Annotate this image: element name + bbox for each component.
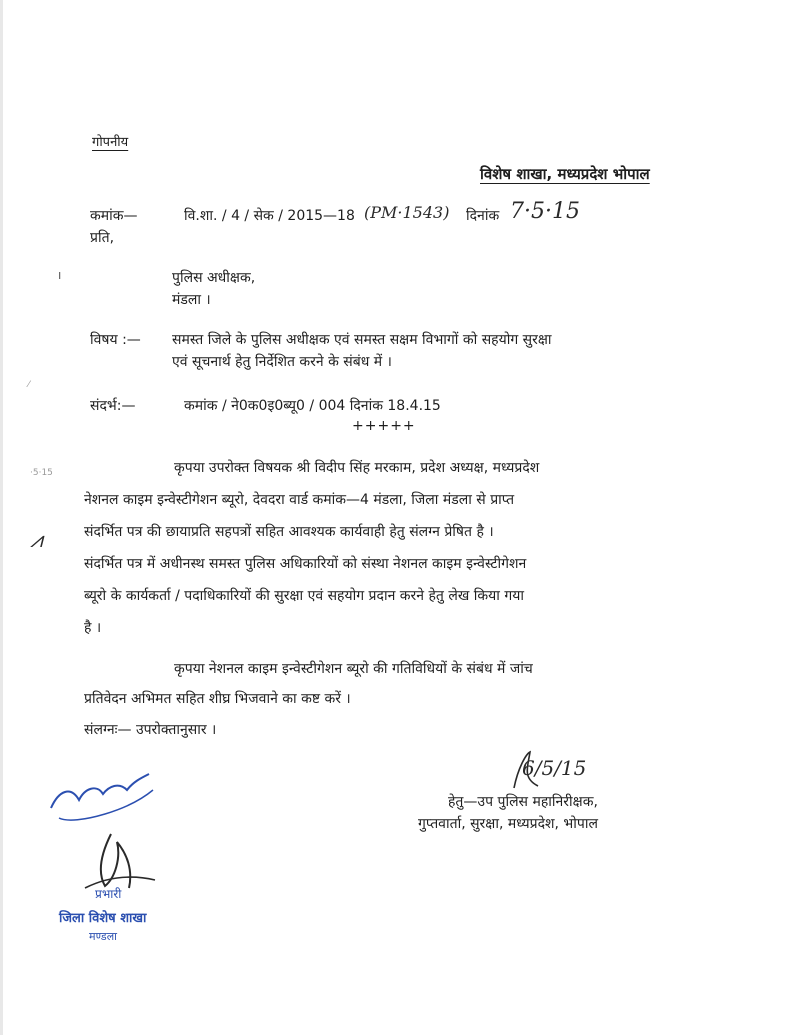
handwritten-number: (PM·1543) <box>364 203 450 222</box>
body-line: ब्यूरो के कार्यकर्ता / पदाधिकारियों की सुरक्षा एवं सहयोग प्रदान करने हेतु लेख किया गया <box>84 588 524 604</box>
body-paragraph-2 <box>84 654 533 714</box>
date-label: दिनांक <box>466 208 500 224</box>
sandarbh-label: संदर्भ:— <box>90 398 136 414</box>
stamp-text-3: मण्डला <box>89 930 117 943</box>
subject-line2: एवं सूचनार्थ हेतु निर्देशित करने के संबंध में । <box>172 354 392 370</box>
body-line: संदर्भित पत्र में अधीनस्थ समस्त पुलिस अधिकारियों को संस्था नेशनल काइम इन्वेस्टीगेशन <box>84 556 527 572</box>
stamp-text-2: जिला विशेष शाखा <box>59 911 147 926</box>
recipient-line1: पुलिस अधीक्षक, <box>172 270 256 286</box>
recipient-line2: मंडला । <box>172 292 211 308</box>
kramank-value: वि.शा. / 4 / सेक / 2015—18 <box>184 208 355 224</box>
confidential-label: गोपनीय <box>92 135 129 150</box>
kramank-label: कमांक— <box>90 208 138 224</box>
stamp-text-1: प्रभारी <box>95 887 122 901</box>
margin-mark: ⁄ <box>28 380 30 390</box>
body-line: प्रतिवेदन अभिमत सहित शीघ्र भिजवाने का कष्ट करें । <box>84 691 351 707</box>
separator: +++++ <box>352 418 416 434</box>
enclosure-line: संलग्नः— उपरोक्तानुसार । <box>84 722 217 738</box>
signature-line1: हेतु—उप पुलिस महानिरीक्षक, <box>448 794 598 810</box>
subject-line1: समस्त जिले के पुलिस अधीक्षक एवं समस्त सक्षम विभागों को सहयोग सुरक्षा <box>172 332 552 348</box>
margin-mark: ı <box>58 268 62 282</box>
signature-date: 6/5/15 <box>522 756 587 780</box>
body-line: है । <box>84 620 102 636</box>
office-name: विशेष शाखा, मध्यप्रदेश भोपाल <box>480 165 650 183</box>
body-paragraph-1 <box>84 452 539 644</box>
signature-line2: गुप्तवार्ता, सुरक्षा, मध्यप्रदेश, भोपाल <box>418 816 598 832</box>
handwritten-date: 7·5·15 <box>510 199 580 224</box>
body-line: कृपया नेशनल काइम इन्वेस्टीगेशन ब्यूरो की गतिविधियों के संबंध में जांच <box>174 661 533 677</box>
sandarbh-value: कमांक / ने0क0इ0ब्यू0 / 004 दिनांक 18.4.15 <box>184 398 441 414</box>
margin-initials: ⩘ <box>30 528 43 553</box>
scan-edge <box>0 0 3 1035</box>
body-line: संदर्भित पत्र की छायाप्रति सहपत्रों सहित आवश्यक कार्यवाही हेतु संलग्न प्रेषित है । <box>84 524 494 540</box>
body-line: कृपया उपरोक्त विषयक श्री विदीप सिंह मरकाम, प्रदेश अध्यक्ष, मध्यप्रदेश <box>174 460 540 476</box>
body-line: नेशनल काइम इन्वेस्टीगेशन ब्यूरो, देवदरा वार्ड कमांक—4 मंडला, जिला मंडला से प्राप्त <box>84 492 515 508</box>
margin-mark: ·5·15 <box>30 468 53 478</box>
signature-scribble <box>508 748 548 794</box>
subject-label: विषय :— <box>90 332 141 348</box>
official-stamp <box>45 760 205 945</box>
prati-label: प्रति, <box>90 230 115 246</box>
